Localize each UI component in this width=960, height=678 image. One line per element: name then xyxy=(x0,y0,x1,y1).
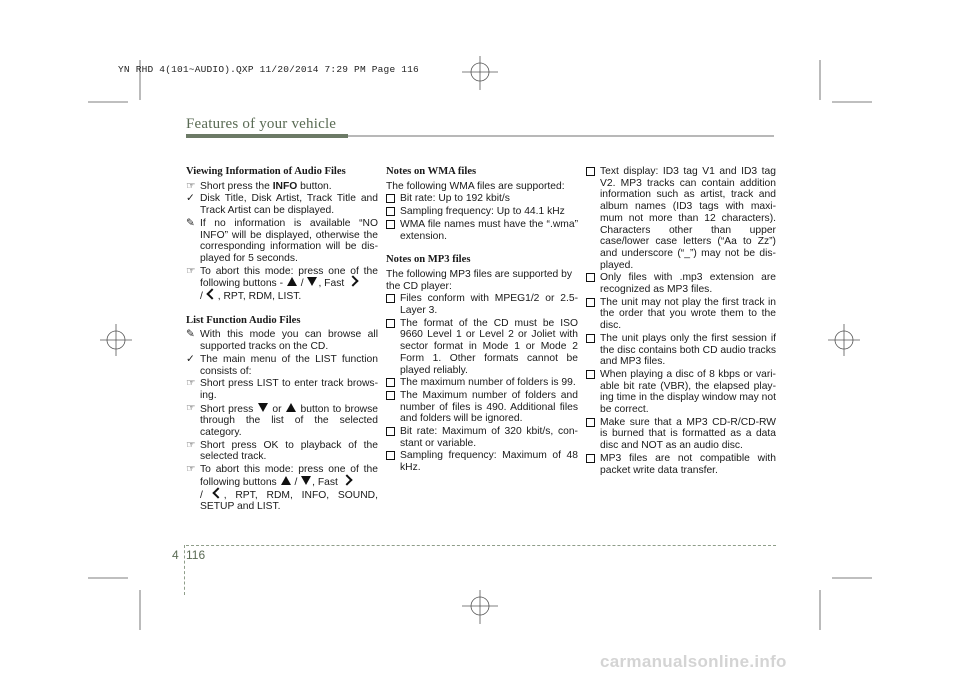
hand-icon: ☞ xyxy=(186,265,196,277)
up-arrow-icon xyxy=(286,403,296,412)
heading-viewing-info: Viewing Information of Audio Files xyxy=(186,166,346,177)
checkbox-bullet-icon xyxy=(386,194,395,203)
checkbox-bullet-icon xyxy=(386,427,395,436)
list-item: The unit plays only the first session if the disc contains both CD audio tracks and MP3 files. xyxy=(586,333,776,368)
header-rule-light xyxy=(348,135,774,137)
column-2 xyxy=(386,166,578,475)
mp3-intro: The following MP3 files are supported by the CD player: xyxy=(386,268,573,292)
chevron-left-icon xyxy=(212,487,223,498)
crosshair-right xyxy=(828,324,860,356)
up-arrow-icon xyxy=(287,277,297,286)
list-item: MP3 files are not compatible with packet write data transfer. xyxy=(586,453,776,476)
hand-icon: ☞ xyxy=(186,464,196,476)
list-item: Bit rate: Up to 192 kbit/s xyxy=(386,193,578,205)
footer-divider xyxy=(184,545,185,595)
list-item: The Maximum number of folders and number of files is 490. Additional files and folders will be ignored. xyxy=(386,390,578,425)
checkbox-bullet-icon xyxy=(386,207,395,216)
list-item: ✎ If no information is available “NO INFO” will be displayed, otherwise the corresponding information will be dis-played for 5 seconds. xyxy=(186,217,378,264)
chapter-number: 4 xyxy=(172,548,179,562)
checkbox-bullet-icon xyxy=(586,454,595,463)
list-item: ☞ Short press or button to browse through the list of the selected category. xyxy=(186,402,378,439)
hand-icon: ☞ xyxy=(186,402,196,414)
list-item: ✓ The main menu of the LIST function consists of: xyxy=(186,353,378,377)
chevron-left-icon xyxy=(206,288,217,299)
footer-rule xyxy=(186,545,776,546)
list-item: The unit may not play the first track in the order that you wrote them to the disc. xyxy=(586,297,776,332)
checkbox-bullet-icon xyxy=(386,391,395,400)
checkbox-bullet-icon xyxy=(386,294,395,303)
list-item: Text display: ID3 tag V1 and ID3 tag V2. MP3 tracks can contain addition information such as artist, track and album names (ID3 tags with maxi-mum not more than 12 characters). Characters other than upper case/lower case letters (“Aa to Zz”) and underscore (“_”) may not be dis-played. xyxy=(586,166,776,271)
check-icon: ✓ xyxy=(186,193,195,205)
down-arrow-icon xyxy=(258,403,268,412)
hand-icon: ☞ xyxy=(186,180,196,192)
up-arrow-icon xyxy=(281,476,291,485)
down-arrow-icon xyxy=(307,277,317,286)
heading-list-function: List Function Audio Files xyxy=(186,314,301,326)
list-item: Make sure that a MP3 CD-R/CD-RW is burned that is formatted as a data disc and NOT as an audio disc. xyxy=(586,417,776,452)
list-item: Sampling frequency: Up to 44.1 kHz xyxy=(386,206,578,218)
print-slug: YN RHD 4(101~AUDIO).QXP 11/20/2014 7:29 PM Page 116 xyxy=(118,64,419,75)
list-item: When playing a disc of 8 kbps or vari-able bit rate (VBR), the elapsed play-ing time in the display window may not be correct. xyxy=(586,369,776,416)
checkbox-bullet-icon xyxy=(586,370,595,379)
checkbox-bullet-icon xyxy=(586,273,595,282)
heading-wma-notes: Notes on WMA files xyxy=(386,166,477,177)
check-icon: ✓ xyxy=(186,353,195,365)
hand-icon: ☞ xyxy=(186,378,196,390)
column-3 xyxy=(586,166,776,477)
section-title: Features of your vehicle xyxy=(186,116,337,132)
list-item: ☞ Short press the INFO button. xyxy=(186,180,332,192)
list-item: Files conform with MPEG1/2 or 2.5-Layer 3. xyxy=(386,293,578,316)
checkbox-bullet-icon xyxy=(586,298,595,307)
list-item: ✎ With this mode you can browse all supported tracks on the CD. xyxy=(186,329,378,353)
list-item: The maximum number of folders is 99. xyxy=(386,377,578,389)
hand-icon: ☞ xyxy=(186,439,196,451)
checkbox-bullet-icon xyxy=(386,451,395,460)
heading-mp3-notes: Notes on MP3 files xyxy=(386,254,471,266)
list-item: ☞ Short press LIST to enter track brows-ing. xyxy=(186,378,378,401)
list-item: ☞ To abort this mode: press one of the following buttons - / , Fast / , RPT, RDM, LIST. xyxy=(186,265,378,303)
checkbox-bullet-icon xyxy=(586,167,595,176)
list-item: ☞ To abort this mode: press one of the following buttons / , Fast / , RPT, RDM, INFO, SOUND, SETUP and LIST. xyxy=(186,464,378,513)
checkbox-bullet-icon xyxy=(386,319,395,328)
list-item: WMA file names must have the “.wma” extension. xyxy=(386,219,578,242)
crosshair-left xyxy=(100,324,132,356)
checkbox-bullet-icon xyxy=(386,220,395,229)
list-item: Sampling frequency: Maximum of 48 kHz. xyxy=(386,450,578,473)
chevron-right-icon xyxy=(347,276,358,287)
header-rule-dark xyxy=(186,134,348,138)
watermark: carmanualsonline.info xyxy=(600,652,787,671)
list-item: ✓ Disk Title, Disk Artist, Track Title and Track Artist can be displayed. xyxy=(186,193,378,217)
checkbox-bullet-icon xyxy=(386,378,395,387)
checkbox-bullet-icon xyxy=(586,334,595,343)
down-arrow-icon xyxy=(301,476,311,485)
pencil-icon: ✎ xyxy=(186,329,195,341)
list-item: Only files with .mp3 extension are recognized as MP3 files. xyxy=(586,272,776,295)
info-key-label: INFO xyxy=(272,180,298,192)
chevron-right-icon xyxy=(341,474,352,485)
pencil-icon: ✎ xyxy=(186,217,195,229)
list-item: The format of the CD must be ISO 9660 Level 1 or Level 2 or Joliet with sector format in Mode 1 or Mode 2 Form 1. Other formats cannot be played reliably. xyxy=(386,318,578,377)
list-item: Bit rate: Maximum of 320 kbit/s, con-stant or variable. xyxy=(386,426,578,449)
crosshair-top xyxy=(462,56,498,90)
checkbox-bullet-icon xyxy=(586,418,595,427)
crosshair-bottom xyxy=(462,590,498,624)
wma-intro: The following WMA files are supported: xyxy=(386,180,565,192)
column-1 xyxy=(186,166,378,514)
list-item: ☞ Short press OK to playback of the selected track. xyxy=(186,439,378,463)
page-number: 116 xyxy=(186,548,206,562)
